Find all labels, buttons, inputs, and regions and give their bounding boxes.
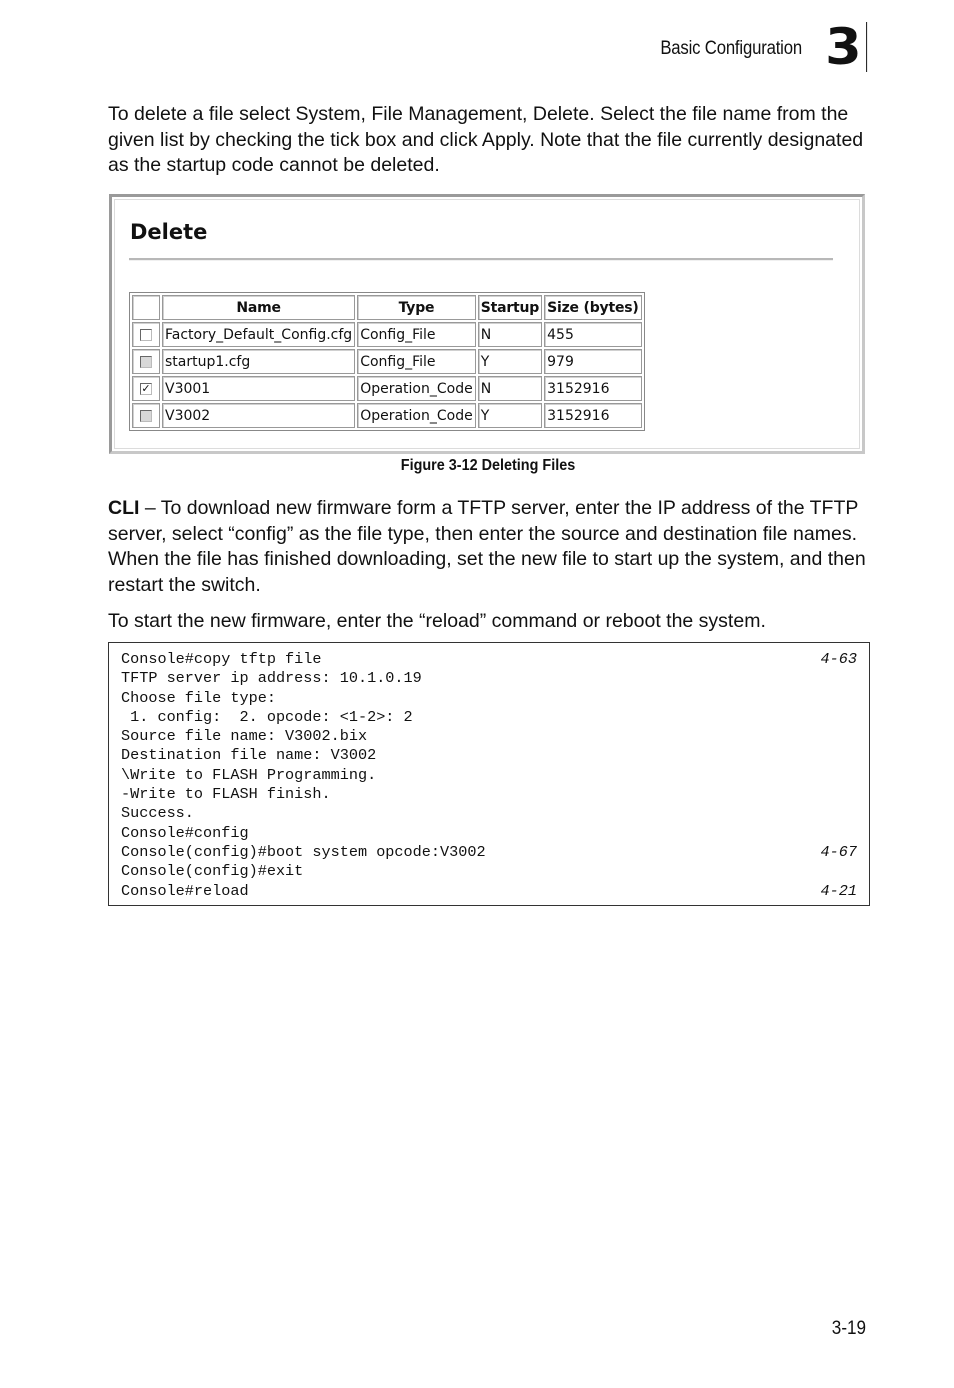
- code-text: Console#config: [121, 823, 249, 842]
- code-line: [121, 766, 857, 785]
- row-select-cell: [132, 403, 160, 428]
- panel-divider: [129, 258, 833, 261]
- code-text: Success.: [121, 804, 194, 823]
- file-size-cell: 3152916: [544, 403, 641, 428]
- code-text: 1. config: 2. opcode: <1-2>: 2: [121, 707, 413, 726]
- file-startup-cell: Y: [478, 349, 542, 374]
- code-line: [121, 804, 857, 823]
- cli-text: – To download new firmware form a TFTP server, enter the IP address of the TFTP server, select “config” as the file type, then enter the source and destination file names. When the file has finished downloading, set the new file to start up the system, and then restart the switch.: [108, 497, 866, 596]
- file-select-checkbox: [140, 410, 152, 422]
- table-row: [132, 376, 642, 401]
- column-header-startup: Startup: [478, 295, 542, 320]
- file-name-cell: startup1.cfg: [162, 349, 355, 374]
- file-startup-cell: N: [478, 376, 542, 401]
- code-line: [121, 785, 857, 804]
- file-select-checkbox[interactable]: [140, 329, 152, 341]
- row-select-cell: [132, 322, 160, 347]
- table-row: [132, 322, 642, 347]
- file-name-cell: Factory_Default_Config.cfg: [162, 322, 355, 347]
- figure-caption: Figure 3-12 Deleting Files: [400, 457, 576, 474]
- file-size-cell: 455: [544, 322, 641, 347]
- code-text: TFTP server ip address: 10.1.0.19: [121, 669, 422, 688]
- code-line: [121, 746, 857, 765]
- row-select-cell: [132, 349, 160, 374]
- table-row: [132, 403, 642, 428]
- code-text: \Write to FLASH Programming.: [121, 765, 377, 784]
- file-type-cell: Config_File: [357, 322, 476, 347]
- file-size-cell: 3152916: [544, 376, 641, 401]
- code-text: Console(config)#exit: [121, 862, 304, 881]
- column-header-type: Type: [357, 295, 476, 320]
- cli-code-block: [108, 642, 870, 906]
- file-select-checkbox[interactable]: ✓: [141, 381, 151, 395]
- command-page-ref: 4-21: [820, 881, 857, 900]
- code-text: Console#copy tftp file: [121, 650, 322, 668]
- code-line: [121, 843, 857, 862]
- file-startup-cell: N: [478, 322, 542, 347]
- file-name-cell: V3001: [162, 376, 355, 401]
- code-text: -Write to FLASH finish.: [121, 785, 331, 804]
- section-title: Basic Configuration: [660, 38, 802, 59]
- file-startup-cell: Y: [478, 403, 542, 428]
- code-line: [121, 882, 857, 901]
- chapter-number: 3: [821, 22, 867, 72]
- delete-panel-frame: [114, 199, 860, 449]
- code-line: [121, 689, 857, 708]
- code-line: [121, 708, 857, 727]
- code-text: Choose file type:: [121, 688, 276, 707]
- code-line: [121, 669, 857, 688]
- reload-paragraph: To start the new firmware, enter the “reload” command or reboot the system.: [108, 610, 766, 632]
- file-select-checkbox: [140, 356, 152, 368]
- code-line: [121, 650, 857, 669]
- code-text: Console(config)#boot system opcode:V3002: [121, 842, 486, 861]
- cli-paragraph: [108, 496, 868, 598]
- panel-title: Delete: [130, 220, 208, 244]
- table-header-row: [132, 295, 642, 320]
- column-header-name: Name: [162, 295, 355, 320]
- code-line: [121, 862, 857, 881]
- file-type-cell: Config_File: [357, 349, 476, 374]
- code-text: Destination file name: V3002: [121, 746, 377, 765]
- row-select-cell: [132, 376, 160, 401]
- cli-lead: CLI: [108, 497, 140, 519]
- table-row: [132, 349, 642, 374]
- file-name-cell: V3002: [162, 403, 355, 428]
- command-page-ref: 4-63: [820, 650, 857, 668]
- column-header-select: [132, 295, 160, 320]
- delete-panel: [109, 194, 865, 454]
- code-line: [121, 727, 857, 746]
- command-page-ref: 4-67: [820, 842, 857, 861]
- file-type-cell: Operation_Code: [357, 376, 476, 401]
- column-header-size: Size (bytes): [544, 295, 641, 320]
- page-number: 3-19: [831, 1318, 866, 1339]
- files-table: [129, 292, 645, 431]
- intro-paragraph: To delete a file select System, File Management, Delete. Select the file name from the given list by checking the tick box and click Apply. Note that the file currently designated as the startup code cannot be deleted.: [108, 103, 864, 176]
- files-table-body: [132, 322, 642, 428]
- code-text: Source file name: V3002.bix: [121, 727, 368, 746]
- file-size-cell: 979: [544, 349, 641, 374]
- code-line: [121, 824, 857, 843]
- file-type-cell: Operation_Code: [357, 403, 476, 428]
- code-text: Console#reload: [121, 881, 249, 900]
